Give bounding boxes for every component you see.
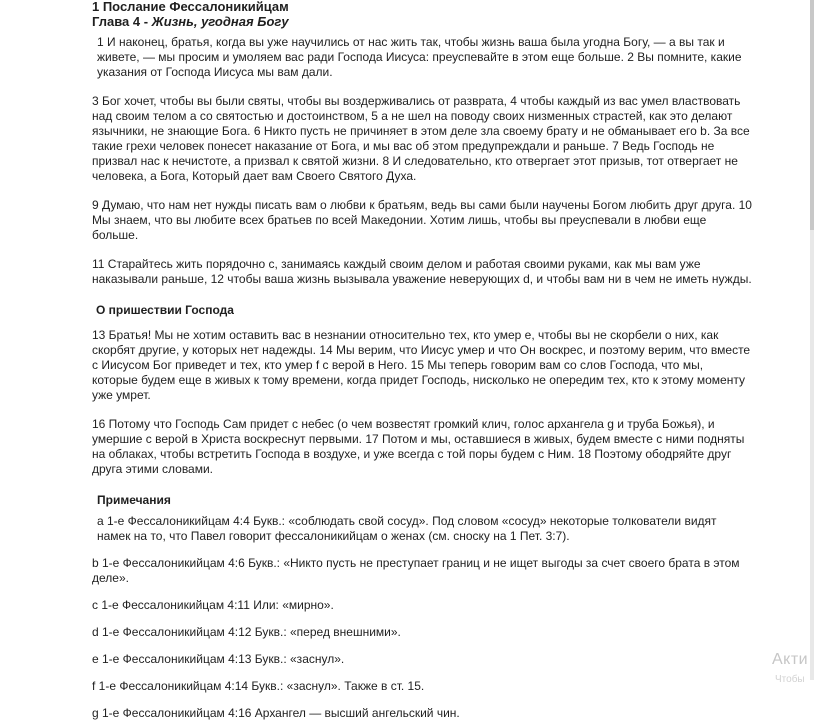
activation-watermark-subtext: Чтобы [775, 674, 805, 685]
footnote: d 1-е Фессалоникийцам 4:12 Букв.: «перед внешними». [92, 625, 401, 639]
section-heading: О пришествии Господа [96, 303, 234, 317]
footnote: c 1-е Фессалоникийцам 4:11 Или: «мирно». [92, 598, 334, 612]
scrollbar-thumb[interactable] [810, 0, 814, 230]
paragraph: 9 Думаю, что нам нет нужды писать вам о любви к братьям, ведь вы сами были научены Богом любить друг друга. 10 Мы знаем, что вы любите всех братьев по всей Македонии. Хотим лишь, чтобы вы преуспевали в любви еще больше. [92, 198, 752, 242]
notes-heading: Примечания [97, 493, 171, 507]
activation-watermark: Акти [772, 651, 809, 668]
book-title: 1 Послание Фессалоникийцам [92, 0, 289, 14]
paragraph: 1 И наконец, братья, когда вы уже научились от нас жить так, чтобы жизнь ваша была угодна Богу, — а вы так и живете, — мы просим и умоляем вас ради Господа Иисуса: преуспевайте в этом еще больше. 2 Вы помните, какие указания от Господа Иисуса мы вам дали. [97, 35, 742, 79]
paragraph: 16 Потому что Господь Сам придет с небес (о чем возвестят громкий клич, голос архангела g и труба Божья), и умершие с верой в Христа воскреснут первыми. 17 Потом и мы, оставшиеся в живых, будем вместе с ними подняты на облаках, чтобы встретить Господа в воздухе, и уже всегда с той поры будем с Ним. 18 Поэтому ободряйте друг друга этими словами. [92, 417, 745, 476]
document-page [92, 0, 752, 721]
chapter-subtitle: Жизнь, угодная Богу [151, 14, 289, 29]
vertical-scrollbar[interactable] [810, 0, 814, 680]
footnote: a 1-е Фессалоникийцам 4:4 Букв.: «соблюдать свой сосуд». Под словом «сосуд» некоторые толкователи видят намек на то, что Павел говорит фессалоникийцам о женах (см. сноску на 1 Пет. 3:7). [97, 514, 717, 543]
footnote: g 1-е Фессалоникийцам 4:16 Архангел — высший ангельский чин. [92, 706, 460, 720]
paragraph: 13 Братья! Мы не хотим оставить вас в незнании относительно тех, кто умер e, чтобы вы не скорбели о них, как скорбят другие, у которых нет надежды. 14 Мы верим, что Иисус умер и что Он воскрес, и поэтому верим, что вместе с Иисусом Бог приведет и тех, кто умер f с верой в Него. 15 Мы теперь говорим вам со слов Господа, что мы, которые будем еще в живых к тому времени, когда придет Господь, нисколько не опередим тех, кто к этому моменту уже умрет. [92, 328, 751, 402]
paragraph: 3 Бог хочет, чтобы вы были святы, чтобы вы воздерживались от разврата, 4 чтобы каждый из вас умел властвовать над своим телом a со святостью и достоинством, 5 а не шел на поводу своих низменных страстей, как это делают язычники, не знающие Бога. 6 Никто пусть не причиняет в этом деле зла своему брату и не обманывает его b. За все такие грехи человек понесет наказание от Бога, и мы вас об этом предупреждали и раньше. 7 Ведь Господь не призвал нас к нечистоте, а призвал к святой жизни. 8 И следовательно, кто отвергает этот призыв, тот отвергает не человека, а Бога, Который дает вам Своего Святого Духа. [92, 94, 750, 183]
footnote: e 1-е Фессалоникийцам 4:13 Букв.: «заснул». [92, 652, 345, 666]
footnote: b 1-е Фессалоникийцам 4:6 Букв.: «Никто пусть не преступает границ и не ищет выгоды за счет своего брата в этом деле». [92, 556, 740, 585]
footnote: f 1-е Фессалоникийцам 4:14 Букв.: «заснул». Также в ст. 15. [92, 679, 425, 693]
paragraph: 11 Старайтесь жить порядочно c, занимаясь каждый своим делом и работая своими руками, как мы вам уже наказывали раньше, 12 чтобы ваша жизнь вызывала уважение неверующих d, и чтобы вам ни в чем не иметь нужды. [92, 257, 752, 286]
chapter-prefix: Глава 4 - [92, 14, 152, 29]
chapter-title [92, 14, 752, 29]
